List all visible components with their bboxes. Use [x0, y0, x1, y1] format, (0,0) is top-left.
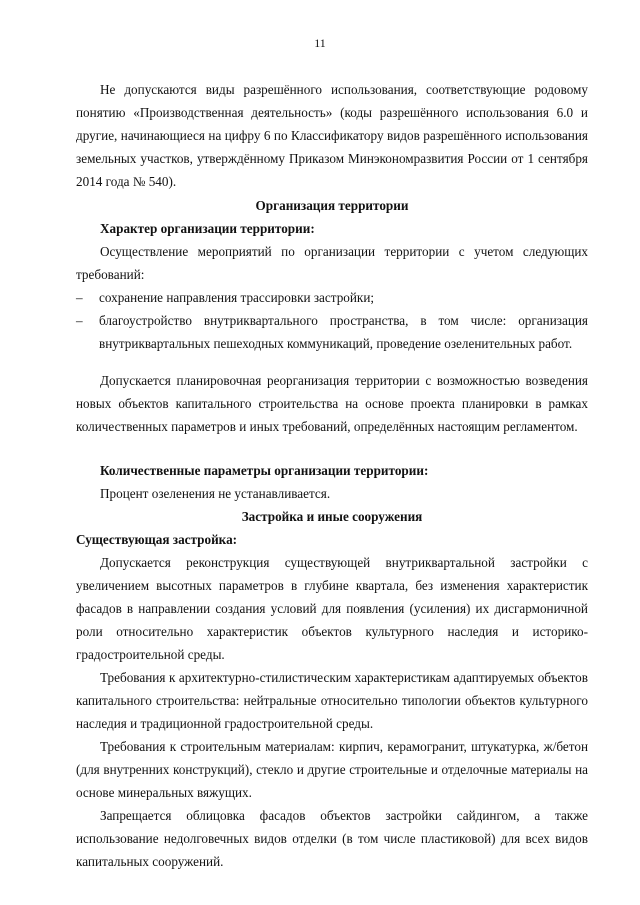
intro-paragraph: Не допускаются виды разрешённого использования, соответствующие родовому понятию «Производственная деятельность» (коды разрешённого использования 6.0 и другие, начинающиеся на цифру 6 по Классификатору видов разрешённого использования земельных участков, утверждённому Приказом Минэкономразвития России от 1 сентября 2014 года № 540). [76, 82, 588, 189]
character-heading: Характер организации территории: [100, 221, 315, 236]
cladding-prohibition-paragraph: Запрещается облицовка фасадов объектов застройки сайдингом, а также использование недолговечных видов отделки (в том числе пластиковой) для всех видов капитальных сооружений. [76, 808, 588, 869]
style-requirements-paragraph: Требования к архитектурно-стилистическим характеристикам адаптируемых объектов капитального строительства: нейтральные относительно типологии объектов культурного наследия и традиционной градостроительной среды. [76, 670, 588, 731]
section-organization [76, 194, 588, 355]
section-title-organization: Организация территории [255, 198, 409, 213]
existing-heading: Существующая застройка: [76, 532, 238, 547]
quantitative-heading: Количественные параметры организации территории: [100, 463, 429, 478]
page-number: 11 [314, 36, 326, 50]
section-buildings [76, 505, 588, 873]
section-title-buildings: Застройка и иные сооружения [241, 509, 423, 524]
bullet-item [76, 286, 588, 309]
greening-text: Процент озеленения не устанавливается. [100, 486, 331, 501]
materials-paragraph: Требования к строительным материалам: кирпич, керамогранит, штукатурка, ж/бетон (для внутренних конструкций), стекло и другие строительные и отделочные материалы на основе минеральных вяжущих. [76, 739, 588, 800]
replanning-paragraph: Допускается планировочная реорганизация территории с возможностью возведения новых объектов капитального строительства на основе проекта планировки в рамках количественных параметров и иных требований, определённых настоящим регламентом. [76, 373, 588, 434]
bullet-dash: – [76, 290, 83, 305]
bullet-text: сохранение направления трассировки застройки; [99, 290, 375, 305]
quantitative-block [76, 459, 588, 505]
bullet-text: благоустройство внутриквартального пространства, в том числе: организация внутриквартальных пешеходных коммуникаций, проведение озеленительных работ. [99, 313, 588, 351]
character-intro: Осуществление мероприятий по организации территории с учетом следующих требований: [76, 244, 588, 282]
bullet-item [76, 309, 588, 355]
bullet-dash: – [76, 313, 83, 328]
reconstruction-paragraph: Допускается реконструкция существующей внутриквартальной застройки с увеличением высотных параметров в глубине квартала, без изменения характеристик фасадов в направлении создания условий для появления (усиления) их дисгармоничной роли относительно характеристик объектов культурного наследия и историко-градостроительной среды. [76, 555, 588, 662]
intro-paragraph-block [76, 78, 588, 193]
replanning-block [76, 369, 588, 438]
